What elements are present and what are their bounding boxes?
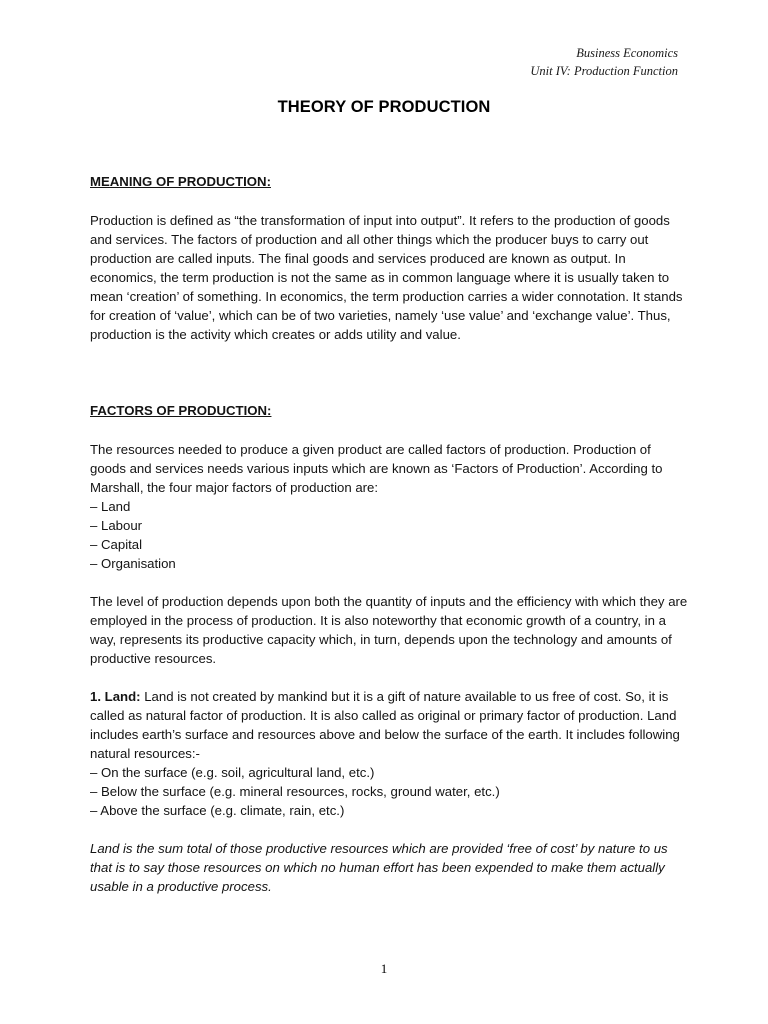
factors-paragraph: The level of production depends upon both the quantity of inputs and the efficiency with which they are employed in the process of production. It is also noteworthy that economic growth of a country, in a way, represents its productive capacity which, in turn, depends upon the technology and amounts of productive resources. xyxy=(90,594,688,666)
list-item: – Capital xyxy=(90,537,143,552)
document-body xyxy=(90,172,690,896)
factors-list xyxy=(90,497,690,573)
list-item: – Below the surface (e.g. mineral resources, rocks, ground water, etc.) xyxy=(90,784,500,799)
page-number: 1 xyxy=(380,961,388,976)
land-paragraph xyxy=(90,687,690,763)
meaning-heading: MEANING OF PRODUCTION: xyxy=(90,174,271,189)
page-title: THEORY OF PRODUCTION xyxy=(277,98,491,116)
land-definition: Land is the sum total of those productive resources which are provided ‘free of cost’ by nature to us that is to say those resources on which no human effort has been expended to make them actually usable in a productive process. xyxy=(90,841,668,894)
list-item: – Land xyxy=(90,499,131,514)
land-text: Land is not created by mankind but it is a gift of nature available to us free of cost. So, it is called as natural factor of production. It is also called as original or primary factor of production. Land includes earth’s surface and resources above and below the surface of the earth. It includes following natural resources:- xyxy=(90,689,680,761)
list-item: – On the surface (e.g. soil, agricultural land, etc.) xyxy=(90,765,375,780)
factors-intro: The resources needed to produce a given product are called factors of production. Production of goods and services needs various inputs which are known as ‘Factors of Production’. According to Marshall, the four major factors of production are: xyxy=(90,442,663,495)
header-course: Business Economics xyxy=(576,46,678,60)
header-unit: Unit IV: Production Function xyxy=(530,64,678,78)
list-item: – Above the surface (e.g. climate, rain, etc.) xyxy=(90,803,345,818)
factors-heading: FACTORS OF PRODUCTION: xyxy=(90,403,272,418)
list-item: – Organisation xyxy=(90,556,176,571)
running-header xyxy=(530,44,678,80)
land-resources-list xyxy=(90,763,690,820)
land-label: 1. Land: xyxy=(90,689,141,704)
list-item: – Labour xyxy=(90,518,143,533)
meaning-paragraph: Production is defined as “the transformation of input into output”. It refers to the production of goods and services. The factors of production and all other things which the producer buys to carry out production are called inputs. The final goods and services produced are known as output. In economics, the term production is not the same as in common language where it is usually taken to mean ‘creation’ of something. In economics, the term production carries a wider connotation. It stands for creation of ‘value’, which can be of two varieties, namely ‘use value’ and ‘exchange value’. Thus, production is the activity which creates or adds utility and value. xyxy=(90,213,683,342)
